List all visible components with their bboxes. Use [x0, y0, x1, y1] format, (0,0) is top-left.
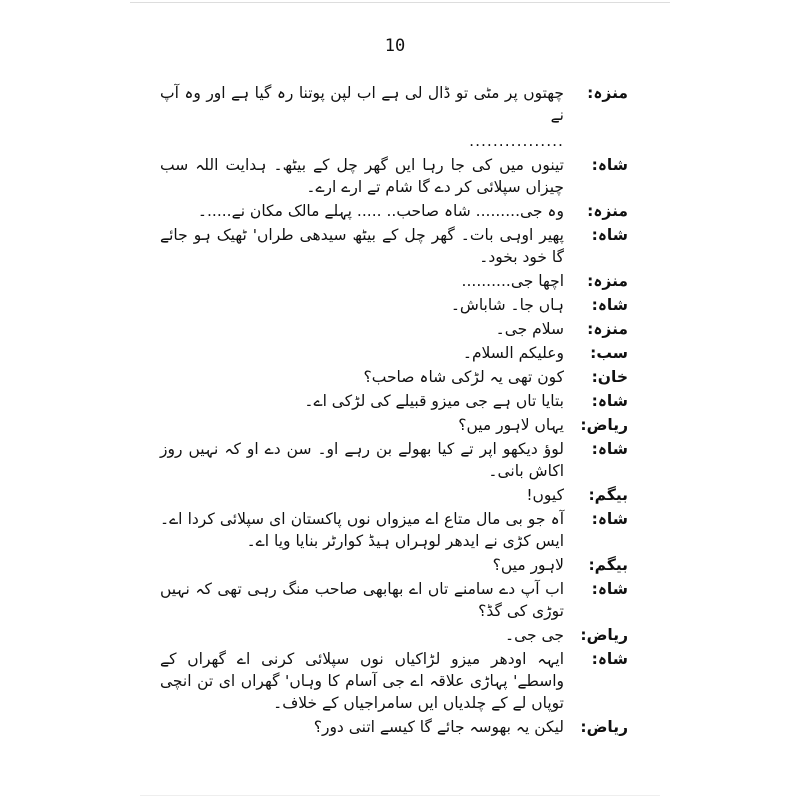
dialogue-entry — [160, 484, 628, 506]
speech-text: کیوں! — [526, 486, 564, 504]
speaker-label: شاہ: — [591, 156, 628, 174]
dialogue-entry — [160, 154, 628, 198]
speaker-label: ریاض: — [580, 626, 628, 644]
dialogue-entry — [160, 270, 628, 292]
speech-text: چھتوں پر مٹی تو ڈال لی ہے اب لپن پوتنا رہ گیا ہے اور وہ آپ نے — [160, 84, 564, 124]
speech-text: وعلیکم السلام۔ — [462, 344, 564, 362]
dialogue-entry — [160, 624, 628, 646]
speaker-label: شاہ: — [591, 296, 628, 314]
speech-text: کون تھی یہ لڑکی شاہ صاحب؟ — [363, 368, 564, 386]
speech-text: جی جی۔ — [504, 626, 564, 644]
speech-text: وہ جی......... شاہ صاحب.. ..... پہلے مالک مکان نے.....۔ — [197, 202, 564, 220]
speech-text: پھیر اوہی بات۔ گھر چل کے بیٹھ سیدھی طراں' ٹھیک ہو جائے گا خود بخود۔ — [160, 226, 564, 266]
speaker-label: بیگم: — [588, 486, 628, 504]
dialogue-entry — [160, 414, 628, 436]
dialogue-entry — [160, 224, 628, 268]
speech-text: اب آپ دے سامنے تاں اے بھابھی صاحب منگ رہی تھی کہ نہیں توڑی کی گڈ؟ — [160, 580, 564, 620]
speech-text: یہاں لاہور میں؟ — [458, 416, 564, 434]
speech-text: لوؤ دیکھو اپر تے کیا بھولے بن رہے او۔ سن دے او کہ نہیں روز اکاش بانی۔ — [160, 440, 564, 480]
speaker-label: منزہ: — [587, 84, 628, 102]
speech-text: لاہور میں؟ — [492, 556, 564, 574]
dialogue-entry — [160, 294, 628, 316]
dialogue-block — [160, 0, 628, 752]
dialogue-entry — [160, 438, 628, 482]
speaker-label: شاہ: — [591, 510, 628, 528]
speaker-label: ریاض: — [580, 718, 628, 736]
speaker-label: شاہ: — [591, 226, 628, 244]
speaker-label: منزہ: — [587, 202, 628, 220]
dialogue-entry — [160, 716, 628, 738]
speech-text: آہ جو بی مال متاع اے میزواں نوں پاکستان ای سپلائی کردا اے۔ ایس کڑی نے ایدھر لوہراں ہیڈ کوارٹر بنایا ویا اے۔ — [160, 510, 564, 550]
dialogue-entry — [160, 342, 628, 364]
speaker-label: خان: — [591, 368, 628, 386]
speaker-label: ریاض: — [580, 416, 628, 434]
speech-text: تینوں میں کی جا رہا ایں گھر چل کے بیٹھ۔ ہدایت اللہ سب چیزاں سپلائی کر دے گا شام تے ارے ارے۔ — [160, 156, 564, 196]
dialogue-entry — [160, 648, 628, 714]
dialogue-entry — [160, 366, 628, 388]
speaker-label: شاہ: — [591, 580, 628, 598]
speech-text: اچھا جی.......... — [461, 272, 564, 290]
dialogue-entry — [160, 508, 628, 552]
speech-ellipsis: ................ — [469, 132, 564, 150]
speech-text: بتایا تاں ہے جی میزو قبیلے کی لڑکی اے۔ — [304, 392, 564, 410]
dialogue-entry — [160, 200, 628, 222]
page-edge-line — [140, 795, 660, 796]
speaker-label: منزہ: — [587, 272, 628, 290]
speaker-label: منزہ: — [587, 320, 628, 338]
speech-text: سلام جی۔ — [495, 320, 564, 338]
dialogue-entry — [160, 82, 628, 152]
speech-text: لیکن یہ بھوسہ جائے گا کیسے اتنی دور؟ — [313, 718, 564, 736]
dialogue-entry — [160, 578, 628, 622]
speaker-label: بیگم: — [588, 556, 628, 574]
dialogue-entry — [160, 554, 628, 576]
speech-text: ہاں جا۔ شاباش۔ — [450, 296, 564, 314]
dialogue-entry — [160, 318, 628, 340]
speaker-label: سب: — [590, 344, 628, 362]
dialogue-entry — [160, 390, 628, 412]
speech-text: ایہہ اودھر میزو لڑاکیاں نوں سپلائی کرنی اے گھراں کے واسطے' پہاڑی علاقہ اے جی آسام کا وہاں' گھراں ای تن انچی توپاں لے کے چلدیاں ایں سامراجیاں کے خلاف۔ — [160, 650, 564, 712]
speaker-label: شاہ: — [591, 650, 628, 668]
speaker-label: شاہ: — [591, 440, 628, 458]
speaker-label: شاہ: — [591, 392, 628, 410]
page-number: 10 — [384, 36, 406, 56]
